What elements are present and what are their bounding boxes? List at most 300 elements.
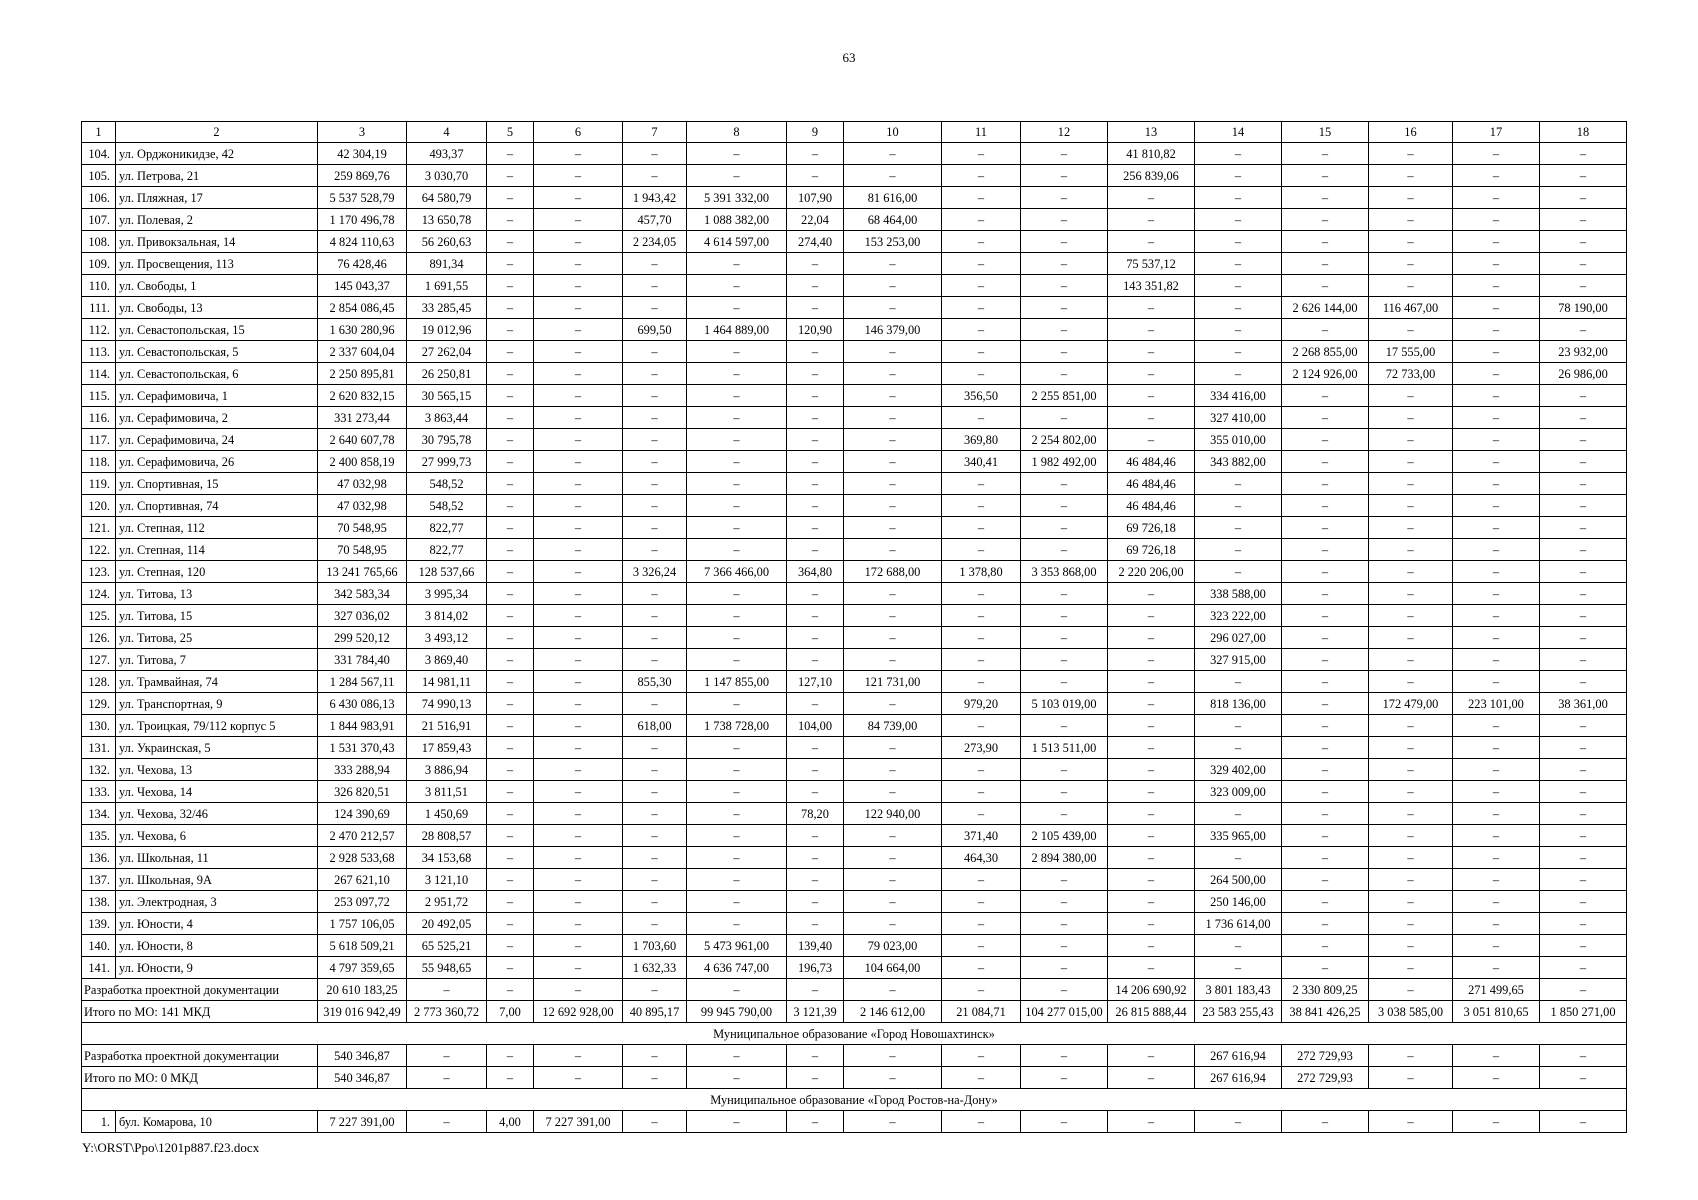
column-number: 9	[787, 122, 844, 143]
value-cell: 7,00	[487, 1001, 534, 1023]
value-cell: –	[1195, 803, 1282, 825]
value-cell: 38 361,00	[1540, 693, 1627, 715]
table-row	[82, 341, 1627, 363]
value-cell: 327 410,00	[1195, 407, 1282, 429]
value-cell: 13 650,78	[407, 209, 487, 231]
value-cell: 7 227 391,00	[534, 1111, 623, 1133]
value-cell: 493,37	[407, 143, 487, 165]
row-number: 104.	[82, 143, 116, 165]
value-cell: 21 084,71	[942, 1001, 1021, 1023]
value-cell: 3 811,51	[407, 781, 487, 803]
value-cell: –	[787, 979, 844, 1001]
value-cell: –	[687, 1111, 787, 1133]
value-cell: –	[623, 451, 687, 473]
value-cell: 145 043,37	[318, 275, 407, 297]
value-cell: –	[1195, 847, 1282, 869]
value-cell: 153 253,00	[844, 231, 942, 253]
value-cell: –	[787, 451, 844, 473]
value-cell: –	[623, 517, 687, 539]
value-cell: –	[1453, 231, 1540, 253]
value-cell: –	[1282, 913, 1369, 935]
value-cell: –	[1282, 517, 1369, 539]
value-cell: –	[1540, 957, 1627, 979]
value-cell: –	[487, 1067, 534, 1089]
value-cell: –	[1282, 407, 1369, 429]
table-row	[82, 583, 1627, 605]
value-cell: –	[1108, 715, 1195, 737]
value-cell: –	[1369, 143, 1453, 165]
value-cell: –	[623, 165, 687, 187]
section-title: Муниципальное образование «Город Ростов-на-Дону»	[82, 1089, 1627, 1111]
column-number: 13	[1108, 122, 1195, 143]
value-cell: –	[687, 803, 787, 825]
value-cell: –	[1195, 143, 1282, 165]
address-cell: ул. Чехова, 13	[116, 759, 318, 781]
value-cell: –	[787, 737, 844, 759]
row-number: 1.	[82, 1111, 116, 1133]
column-number: 16	[1369, 122, 1453, 143]
value-cell: 264 500,00	[1195, 869, 1282, 891]
value-cell: –	[1540, 451, 1627, 473]
value-cell: –	[487, 561, 534, 583]
value-cell: 26 986,00	[1540, 363, 1627, 385]
value-cell: –	[1369, 759, 1453, 781]
value-cell: 46 484,46	[1108, 473, 1195, 495]
address-cell: ул. Титова, 15	[116, 605, 318, 627]
value-cell: –	[623, 297, 687, 319]
value-cell: –	[1369, 319, 1453, 341]
value-cell: –	[844, 143, 942, 165]
table-row	[82, 781, 1627, 803]
value-cell: 253 097,72	[318, 891, 407, 913]
value-cell: –	[1369, 649, 1453, 671]
value-cell: –	[687, 913, 787, 935]
value-cell: –	[534, 957, 623, 979]
value-cell: –	[487, 539, 534, 561]
value-cell: 272 729,93	[1282, 1067, 1369, 1089]
value-cell: –	[534, 165, 623, 187]
row-number: 122.	[82, 539, 116, 561]
value-cell: 342 583,34	[318, 583, 407, 605]
value-cell: –	[623, 781, 687, 803]
value-cell: –	[1369, 429, 1453, 451]
column-number: 6	[534, 122, 623, 143]
value-cell: –	[1453, 781, 1540, 803]
value-cell: 124 390,69	[318, 803, 407, 825]
value-cell: –	[1369, 1111, 1453, 1133]
value-cell: –	[1195, 561, 1282, 583]
value-cell: –	[534, 319, 623, 341]
value-cell: –	[487, 913, 534, 935]
value-cell: 1 513 511,00	[1021, 737, 1108, 759]
value-cell: –	[942, 275, 1021, 297]
value-cell: 1 088 382,00	[687, 209, 787, 231]
value-cell: –	[1453, 627, 1540, 649]
value-cell: –	[1453, 187, 1540, 209]
value-cell: –	[1021, 143, 1108, 165]
value-cell: 19 012,96	[407, 319, 487, 341]
value-cell: 369,80	[942, 429, 1021, 451]
value-cell: –	[1108, 407, 1195, 429]
value-cell: –	[1282, 539, 1369, 561]
value-cell: –	[1282, 825, 1369, 847]
value-cell: –	[942, 341, 1021, 363]
novoshakhtinsk-design-docs-row	[82, 1045, 1627, 1067]
value-cell: –	[942, 231, 1021, 253]
value-cell: 78 190,00	[1540, 297, 1627, 319]
value-cell: –	[534, 935, 623, 957]
value-cell: –	[1540, 605, 1627, 627]
value-cell: 329 402,00	[1195, 759, 1282, 781]
value-cell: –	[687, 473, 787, 495]
value-cell: 120,90	[787, 319, 844, 341]
value-cell: 2 470 212,57	[318, 825, 407, 847]
value-cell: –	[534, 539, 623, 561]
value-cell: –	[687, 781, 787, 803]
value-cell: –	[1282, 253, 1369, 275]
value-cell: –	[687, 869, 787, 891]
value-cell: –	[623, 1067, 687, 1089]
value-cell: –	[1021, 407, 1108, 429]
value-cell: 1 632,33	[623, 957, 687, 979]
value-cell: 7 366 466,00	[687, 561, 787, 583]
value-cell: –	[1108, 1045, 1195, 1067]
value-cell: –	[487, 495, 534, 517]
value-cell: –	[1453, 275, 1540, 297]
value-cell: –	[942, 605, 1021, 627]
value-cell: 334 416,00	[1195, 385, 1282, 407]
value-cell: –	[1369, 627, 1453, 649]
value-cell: 1 630 280,96	[318, 319, 407, 341]
value-cell: 22,04	[787, 209, 844, 231]
value-cell: –	[1540, 1111, 1627, 1133]
value-cell: 340,41	[942, 451, 1021, 473]
value-cell: –	[1453, 473, 1540, 495]
value-cell: 33 285,45	[407, 297, 487, 319]
table-row	[82, 209, 1627, 231]
value-cell: –	[1108, 1111, 1195, 1133]
value-cell: –	[1453, 297, 1540, 319]
address-cell: ул. Привокзальная, 14	[116, 231, 318, 253]
value-cell: –	[787, 363, 844, 385]
row-label: Разработка проектной документации	[82, 979, 318, 1001]
value-cell: –	[1108, 429, 1195, 451]
value-cell: –	[1453, 209, 1540, 231]
row-number: 123.	[82, 561, 116, 583]
value-cell: –	[1453, 539, 1540, 561]
value-cell: 822,77	[407, 517, 487, 539]
value-cell: 81 616,00	[844, 187, 942, 209]
value-cell: –	[1108, 891, 1195, 913]
row-number: 114.	[82, 363, 116, 385]
address-cell: ул. Спортивная, 15	[116, 473, 318, 495]
value-cell: 338 588,00	[1195, 583, 1282, 605]
section-header-novoshakhtinsk	[82, 1023, 1627, 1045]
value-cell: –	[623, 913, 687, 935]
value-cell: 2 894 380,00	[1021, 847, 1108, 869]
value-cell: –	[942, 319, 1021, 341]
value-cell: –	[1453, 803, 1540, 825]
value-cell: 21 516,91	[407, 715, 487, 737]
value-cell: 2 854 086,45	[318, 297, 407, 319]
value-cell: –	[1540, 847, 1627, 869]
value-cell: –	[844, 891, 942, 913]
value-cell: 172 479,00	[1369, 693, 1453, 715]
value-cell: –	[1540, 187, 1627, 209]
value-cell: –	[844, 495, 942, 517]
value-cell: –	[1369, 385, 1453, 407]
value-cell: 250 146,00	[1195, 891, 1282, 913]
value-cell: –	[1540, 891, 1627, 913]
section-title: Муниципальное образование «Город Новошахтинск»	[82, 1023, 1627, 1045]
value-cell: –	[1369, 715, 1453, 737]
address-cell: ул. Транспортная, 9	[116, 693, 318, 715]
value-cell: –	[1021, 803, 1108, 825]
value-cell: 540 346,87	[318, 1045, 407, 1067]
value-cell: –	[487, 935, 534, 957]
value-cell: –	[534, 143, 623, 165]
table-row	[82, 517, 1627, 539]
value-cell: –	[1195, 275, 1282, 297]
value-cell: –	[1540, 979, 1627, 1001]
table-row	[82, 869, 1627, 891]
value-cell: –	[487, 407, 534, 429]
value-cell: –	[487, 231, 534, 253]
value-cell: 272 729,93	[1282, 1045, 1369, 1067]
value-cell: 1 982 492,00	[1021, 451, 1108, 473]
value-cell: –	[1282, 165, 1369, 187]
value-cell: –	[687, 407, 787, 429]
value-cell: –	[1282, 803, 1369, 825]
value-cell: –	[787, 341, 844, 363]
value-cell: 17 859,43	[407, 737, 487, 759]
row-number: 113.	[82, 341, 116, 363]
value-cell: –	[1108, 231, 1195, 253]
value-cell: 343 882,00	[1195, 451, 1282, 473]
column-number: 17	[1453, 122, 1540, 143]
value-cell: –	[534, 781, 623, 803]
value-cell: –	[534, 627, 623, 649]
column-number: 14	[1195, 122, 1282, 143]
value-cell: –	[1195, 319, 1282, 341]
total-row	[82, 1001, 1627, 1023]
value-cell: –	[1195, 1111, 1282, 1133]
value-cell: –	[623, 759, 687, 781]
value-cell: –	[687, 627, 787, 649]
value-cell: –	[1369, 473, 1453, 495]
table-row	[82, 759, 1627, 781]
value-cell: –	[1021, 539, 1108, 561]
address-cell: ул. Чехова, 32/46	[116, 803, 318, 825]
value-cell: –	[1369, 891, 1453, 913]
value-cell: 6 430 086,13	[318, 693, 407, 715]
value-cell: 30 795,78	[407, 429, 487, 451]
value-cell: 23 932,00	[1540, 341, 1627, 363]
row-number: 135.	[82, 825, 116, 847]
value-cell: 1 736 614,00	[1195, 913, 1282, 935]
value-cell: –	[1369, 913, 1453, 935]
value-cell: –	[623, 473, 687, 495]
value-cell: 1 378,80	[942, 561, 1021, 583]
value-cell: –	[487, 583, 534, 605]
address-cell: ул. Севастопольская, 6	[116, 363, 318, 385]
address-cell: ул. Просвещения, 113	[116, 253, 318, 275]
value-cell: 5 103 019,00	[1021, 693, 1108, 715]
row-number: 130.	[82, 715, 116, 737]
value-cell: –	[942, 1045, 1021, 1067]
value-cell: 17 555,00	[1369, 341, 1453, 363]
value-cell: 75 537,12	[1108, 253, 1195, 275]
value-cell: 331 273,44	[318, 407, 407, 429]
value-cell: 76 428,46	[318, 253, 407, 275]
value-cell: –	[1021, 231, 1108, 253]
value-cell: 143 351,82	[1108, 275, 1195, 297]
value-cell: –	[687, 649, 787, 671]
value-cell: –	[1369, 495, 1453, 517]
value-cell: –	[1540, 539, 1627, 561]
value-cell: 4 797 359,65	[318, 957, 407, 979]
value-cell: 2 254 802,00	[1021, 429, 1108, 451]
value-cell: –	[623, 407, 687, 429]
value-cell: 65 525,21	[407, 935, 487, 957]
row-number: 128.	[82, 671, 116, 693]
table-row	[82, 715, 1627, 737]
value-cell: –	[534, 583, 623, 605]
value-cell: –	[623, 605, 687, 627]
value-cell: –	[942, 957, 1021, 979]
value-cell: –	[1021, 913, 1108, 935]
value-cell: –	[1453, 451, 1540, 473]
value-cell: –	[844, 869, 942, 891]
value-cell: –	[1021, 209, 1108, 231]
value-cell: –	[487, 1045, 534, 1067]
value-cell: –	[487, 825, 534, 847]
value-cell: 196,73	[787, 957, 844, 979]
value-cell: –	[487, 517, 534, 539]
value-cell: –	[1369, 209, 1453, 231]
value-cell: –	[1195, 715, 1282, 737]
value-cell: –	[1540, 715, 1627, 737]
table-row	[82, 847, 1627, 869]
value-cell: 540 346,87	[318, 1067, 407, 1089]
address-cell: ул. Свободы, 13	[116, 297, 318, 319]
value-cell: –	[844, 473, 942, 495]
address-cell: ул. Полевая, 2	[116, 209, 318, 231]
value-cell: 2 640 607,78	[318, 429, 407, 451]
value-cell: –	[942, 935, 1021, 957]
value-cell: 5 473 961,00	[687, 935, 787, 957]
value-cell: 331 784,40	[318, 649, 407, 671]
value-cell: –	[1021, 275, 1108, 297]
value-cell: 7 227 391,00	[318, 1111, 407, 1133]
value-cell: –	[623, 363, 687, 385]
value-cell: –	[844, 429, 942, 451]
value-cell: –	[487, 737, 534, 759]
address-cell: ул. Трамвайная, 74	[116, 671, 318, 693]
address-cell: ул. Петрова, 21	[116, 165, 318, 187]
value-cell: –	[1369, 451, 1453, 473]
value-cell: –	[1195, 473, 1282, 495]
table-row	[82, 297, 1627, 319]
value-cell: –	[844, 165, 942, 187]
value-cell: –	[1369, 825, 1453, 847]
row-number: 121.	[82, 517, 116, 539]
value-cell: –	[534, 847, 623, 869]
value-cell: 4 824 110,63	[318, 231, 407, 253]
value-cell: –	[687, 429, 787, 451]
value-cell: –	[1108, 781, 1195, 803]
value-cell: –	[623, 583, 687, 605]
row-number: 127.	[82, 649, 116, 671]
value-cell: –	[1108, 341, 1195, 363]
value-cell: –	[787, 891, 844, 913]
value-cell: –	[1369, 605, 1453, 627]
column-number: 18	[1540, 122, 1627, 143]
table-row	[82, 737, 1627, 759]
value-cell: 273,90	[942, 737, 1021, 759]
value-cell: 2 400 858,19	[318, 451, 407, 473]
value-cell: 27 999,73	[407, 451, 487, 473]
value-cell: –	[1282, 319, 1369, 341]
value-cell: –	[534, 979, 623, 1001]
value-cell: –	[1021, 297, 1108, 319]
value-cell: –	[1540, 473, 1627, 495]
value-cell: –	[787, 407, 844, 429]
value-cell: –	[1195, 187, 1282, 209]
value-cell: –	[844, 1045, 942, 1067]
value-cell: –	[623, 143, 687, 165]
value-cell: 56 260,63	[407, 231, 487, 253]
value-cell: –	[1021, 341, 1108, 363]
address-cell: ул. Севастопольская, 5	[116, 341, 318, 363]
value-cell: 4 614 597,00	[687, 231, 787, 253]
value-cell: –	[534, 253, 623, 275]
value-cell: –	[687, 847, 787, 869]
value-cell: –	[787, 539, 844, 561]
value-cell: –	[1108, 187, 1195, 209]
value-cell: –	[407, 979, 487, 1001]
row-label: Разработка проектной документации	[82, 1045, 318, 1067]
value-cell: –	[942, 253, 1021, 275]
row-number: 105.	[82, 165, 116, 187]
address-cell: ул. Серафимовича, 24	[116, 429, 318, 451]
table-row	[82, 825, 1627, 847]
value-cell: –	[687, 825, 787, 847]
value-cell: 5 391 332,00	[687, 187, 787, 209]
value-cell: –	[1453, 341, 1540, 363]
value-cell: –	[1540, 143, 1627, 165]
value-cell: –	[787, 429, 844, 451]
value-cell: –	[534, 495, 623, 517]
value-cell: –	[1369, 957, 1453, 979]
value-cell: –	[407, 1067, 487, 1089]
value-cell: –	[1282, 737, 1369, 759]
value-cell: –	[942, 759, 1021, 781]
value-cell: –	[1282, 583, 1369, 605]
value-cell: –	[487, 143, 534, 165]
value-cell: –	[687, 385, 787, 407]
value-cell: –	[534, 231, 623, 253]
value-cell: –	[534, 187, 623, 209]
value-cell: 319 016 942,49	[318, 1001, 407, 1023]
value-cell: –	[487, 715, 534, 737]
value-cell: 335 965,00	[1195, 825, 1282, 847]
value-cell: –	[1453, 825, 1540, 847]
value-cell: 1 147 855,00	[687, 671, 787, 693]
value-cell: –	[1108, 913, 1195, 935]
value-cell: –	[487, 209, 534, 231]
value-cell: –	[844, 253, 942, 275]
